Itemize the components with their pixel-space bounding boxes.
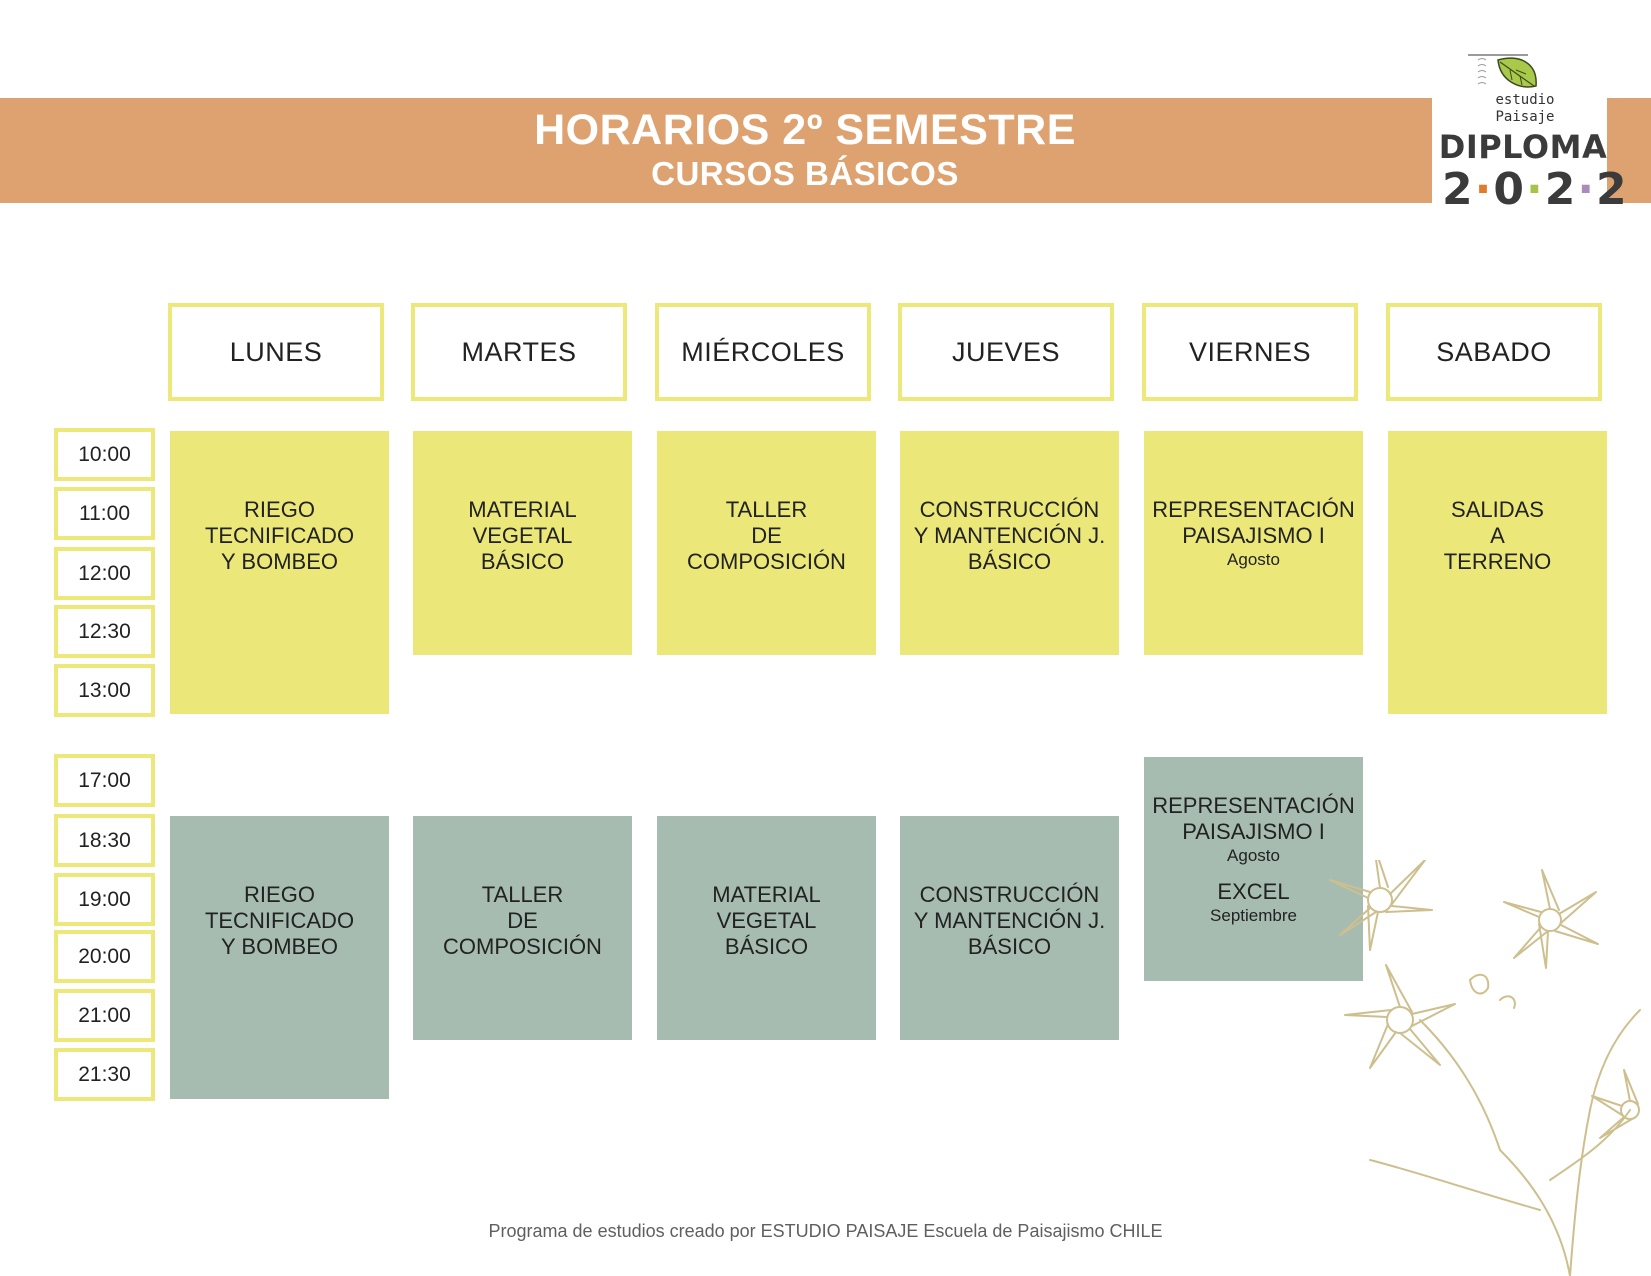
- course-block-morning-jueves: [900, 431, 1119, 655]
- course-line: BÁSICO: [724, 934, 809, 959]
- page-subtitle: CURSOS BÁSICOS: [651, 155, 959, 192]
- logo-diploma: DIPLOMA: [1438, 128, 1608, 166]
- footer-text: Programa de estudios creado por ESTUDIO PAISAJE Escuela de Paisajismo CHILE: [488, 1221, 1163, 1241]
- time-slot: 21:00: [54, 989, 155, 1042]
- course-block-evening-lunes: [170, 816, 389, 1099]
- day-header-sabado: SABADO: [1386, 303, 1602, 401]
- course-note: Agosto: [1227, 550, 1280, 569]
- course-line: VEGETAL: [716, 908, 817, 933]
- time-slot: 17:00: [54, 754, 155, 807]
- year-digit: 2: [1596, 164, 1629, 215]
- time-slot: 12:30: [54, 605, 155, 658]
- course-block-morning-viernes: [1144, 431, 1363, 655]
- time-slot: 19:00: [54, 873, 155, 926]
- course-line: PAISAJISMO I: [1182, 819, 1325, 844]
- course-line: MATERIAL: [712, 882, 821, 907]
- day-header-lunes: LUNES: [168, 303, 384, 401]
- course-line: SALIDAS: [1451, 497, 1544, 522]
- time-slot: 21:30: [54, 1048, 155, 1101]
- logo-line1: estudio: [1495, 92, 1555, 108]
- day-header-viernes: VIERNES: [1142, 303, 1358, 401]
- course-block-evening-jueves: [900, 816, 1119, 1040]
- course-line: TECNIFICADO: [204, 908, 355, 933]
- diploma-logo: [1438, 52, 1629, 222]
- course-block-evening-miercoles: [657, 816, 876, 1040]
- course-block-morning-martes: [413, 431, 632, 655]
- course-line: TALLER: [481, 882, 564, 907]
- course-line: PAISAJISMO I: [1182, 523, 1325, 548]
- course-line: CONSTRUCCIÓN: [919, 497, 1100, 522]
- course-line: VEGETAL: [472, 523, 573, 548]
- year-digit: 0: [1493, 164, 1526, 215]
- time-slot: 18:30: [54, 814, 155, 867]
- day-header-jueves: JUEVES: [898, 303, 1114, 401]
- course-line: CONSTRUCCIÓN: [919, 882, 1100, 907]
- course-note: Septiembre: [1210, 906, 1297, 925]
- course-line: MATERIAL: [468, 497, 577, 522]
- day-header-martes: MARTES: [411, 303, 627, 401]
- course-line: A: [1490, 523, 1505, 548]
- course-line: Y BOMBEO: [221, 549, 338, 574]
- time-slot: 20:00: [54, 930, 155, 983]
- course-line: RIEGO: [244, 497, 315, 522]
- course-block-morning-sabado: [1388, 431, 1607, 714]
- course-block-evening-martes: [413, 816, 632, 1040]
- time-slot: 13:00: [54, 664, 155, 717]
- course-line: DE: [507, 908, 538, 933]
- logo-text: [1480, 92, 1570, 126]
- day-header-miercoles: MIÉRCOLES: [655, 303, 871, 401]
- logo-line2: Paisaje: [1495, 109, 1555, 125]
- time-slot: 10:00: [54, 428, 155, 481]
- course-block-morning-lunes: [170, 431, 389, 714]
- course-line: TECNIFICADO: [204, 523, 355, 548]
- course-line: TERRENO: [1443, 549, 1552, 574]
- course-line: Y BOMBEO: [221, 934, 338, 959]
- course-line: EXCEL: [1217, 879, 1290, 904]
- page-title: HORARIOS 2º SEMESTRE: [534, 106, 1076, 154]
- course-line: REPRESENTACIÓN: [1152, 497, 1355, 522]
- course-line: BÁSICO: [480, 549, 565, 574]
- time-slot: 12:00: [54, 547, 155, 600]
- course-note: Agosto: [1227, 846, 1280, 865]
- course-line: Y MANTENCIÓN J.: [913, 523, 1106, 548]
- course-line: BÁSICO: [967, 549, 1052, 574]
- course-line: COMPOSICIÓN: [687, 549, 846, 574]
- course-block-morning-miercoles: [657, 431, 876, 655]
- year-digit: 2: [1544, 164, 1578, 215]
- course-line: DE: [751, 523, 782, 548]
- course-line: COMPOSICIÓN: [443, 934, 602, 959]
- flower-illustration-icon: [1320, 860, 1651, 1276]
- course-line: Y MANTENCIÓN J.: [913, 908, 1106, 933]
- time-slot: 11:00: [54, 487, 155, 540]
- year-digit: 2: [1442, 164, 1475, 215]
- course-line: BÁSICO: [967, 934, 1052, 959]
- course-line: REPRESENTACIÓN: [1152, 793, 1355, 818]
- course-line: TALLER: [725, 497, 808, 522]
- course-line: RIEGO: [244, 882, 315, 907]
- logo-year: 2·0·2·2: [1442, 164, 1629, 215]
